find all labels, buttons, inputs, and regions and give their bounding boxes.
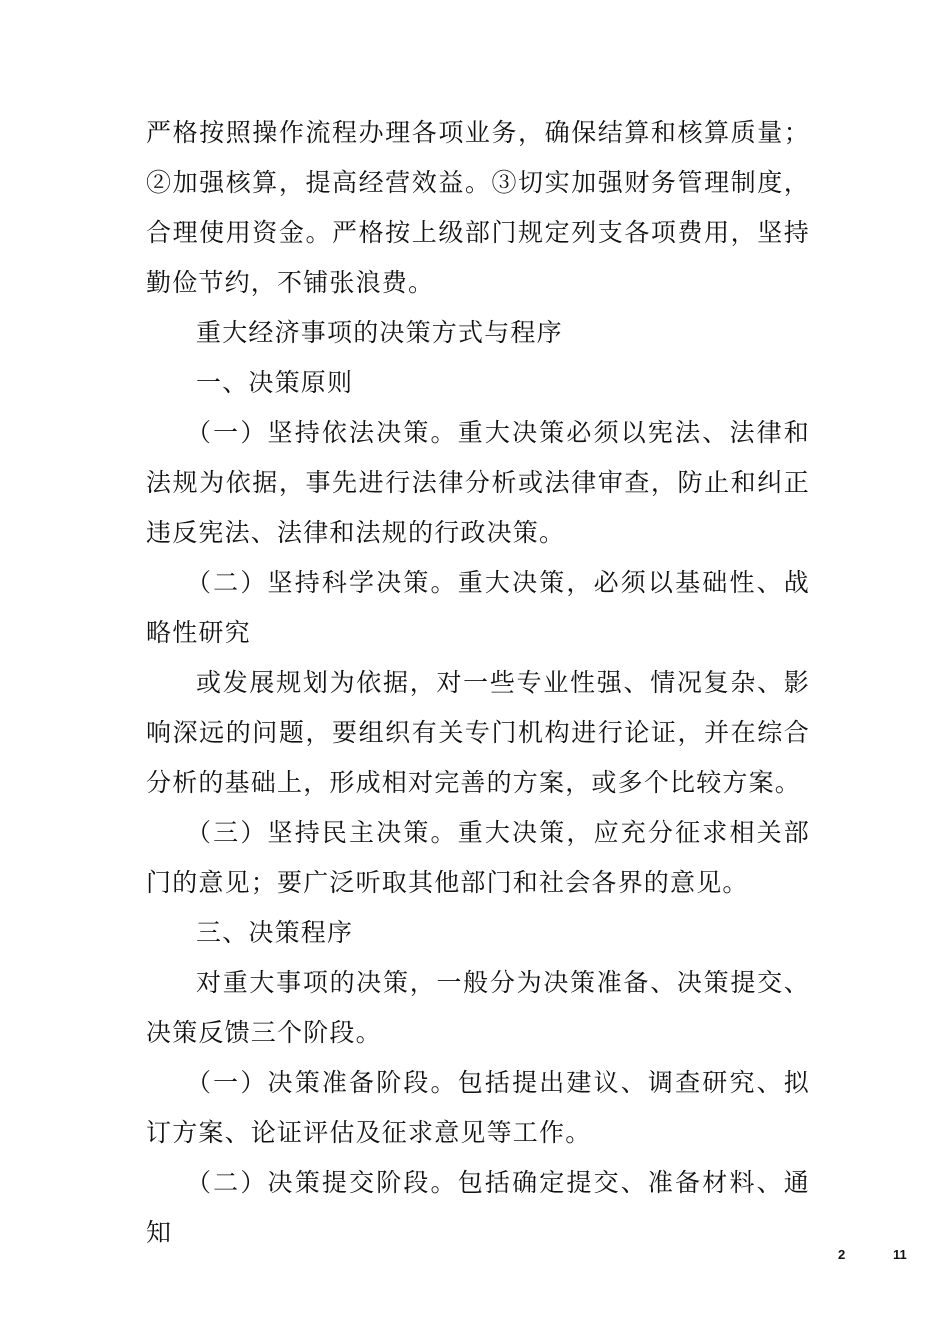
page-number: 2 (838, 1247, 846, 1262)
heading-decision-procedure: 三、决策程序 (196, 918, 354, 947)
paragraph-submission-stage: （二）决策提交阶段。包括确定提交、准备材料、通知 (146, 1168, 810, 1247)
paragraph-preparation-stage: （一）决策准备阶段。包括提出建议、调查研究、拟订方案、论证评估及征求意见等工作。 (146, 1068, 810, 1147)
total-pages: 11 (893, 1247, 907, 1262)
paragraph-lawful-decision: （一）坚持依法决策。重大决策必须以宪法、法律和法规为依据，事先进行法律分析或法律审查，防止和纠正违反宪法、法律和法规的行政决策。 (146, 418, 810, 547)
paragraph-scientific-decision: （二）坚持科学决策。重大决策，必须以基础性、战略性研究 (146, 568, 810, 647)
heading-decision-principles: 一、决策原则 (196, 368, 354, 397)
paragraph-continuation: 严格按照操作流程办理各项业务，确保结算和核算质量；②加强核算，提高经营效益。③切实加强财务管理制度，合理使用资金。严格按上级部门规定列支各项费用，坚持勤俭节约，不铺张浪费。 (146, 118, 810, 297)
paragraph-development-planning: 或发展规划为依据，对一些专业性强、情况复杂、影响深远的问题，要组织有关专门机构进行论证，并在综合分析的基础上，形成相对完善的方案，或多个比较方案。 (146, 668, 810, 797)
paragraph-democratic-decision: （三）坚持民主决策。重大决策，应充分征求相关部门的意见；要广泛听取其他部门和社会各界的意见。 (146, 818, 810, 897)
section-title: 重大经济事项的决策方式与程序 (196, 318, 563, 347)
document-body (146, 108, 810, 1258)
paragraph-decision-stages: 对重大事项的决策，一般分为决策准备、决策提交、决策反馈三个阶段。 (146, 968, 810, 1047)
